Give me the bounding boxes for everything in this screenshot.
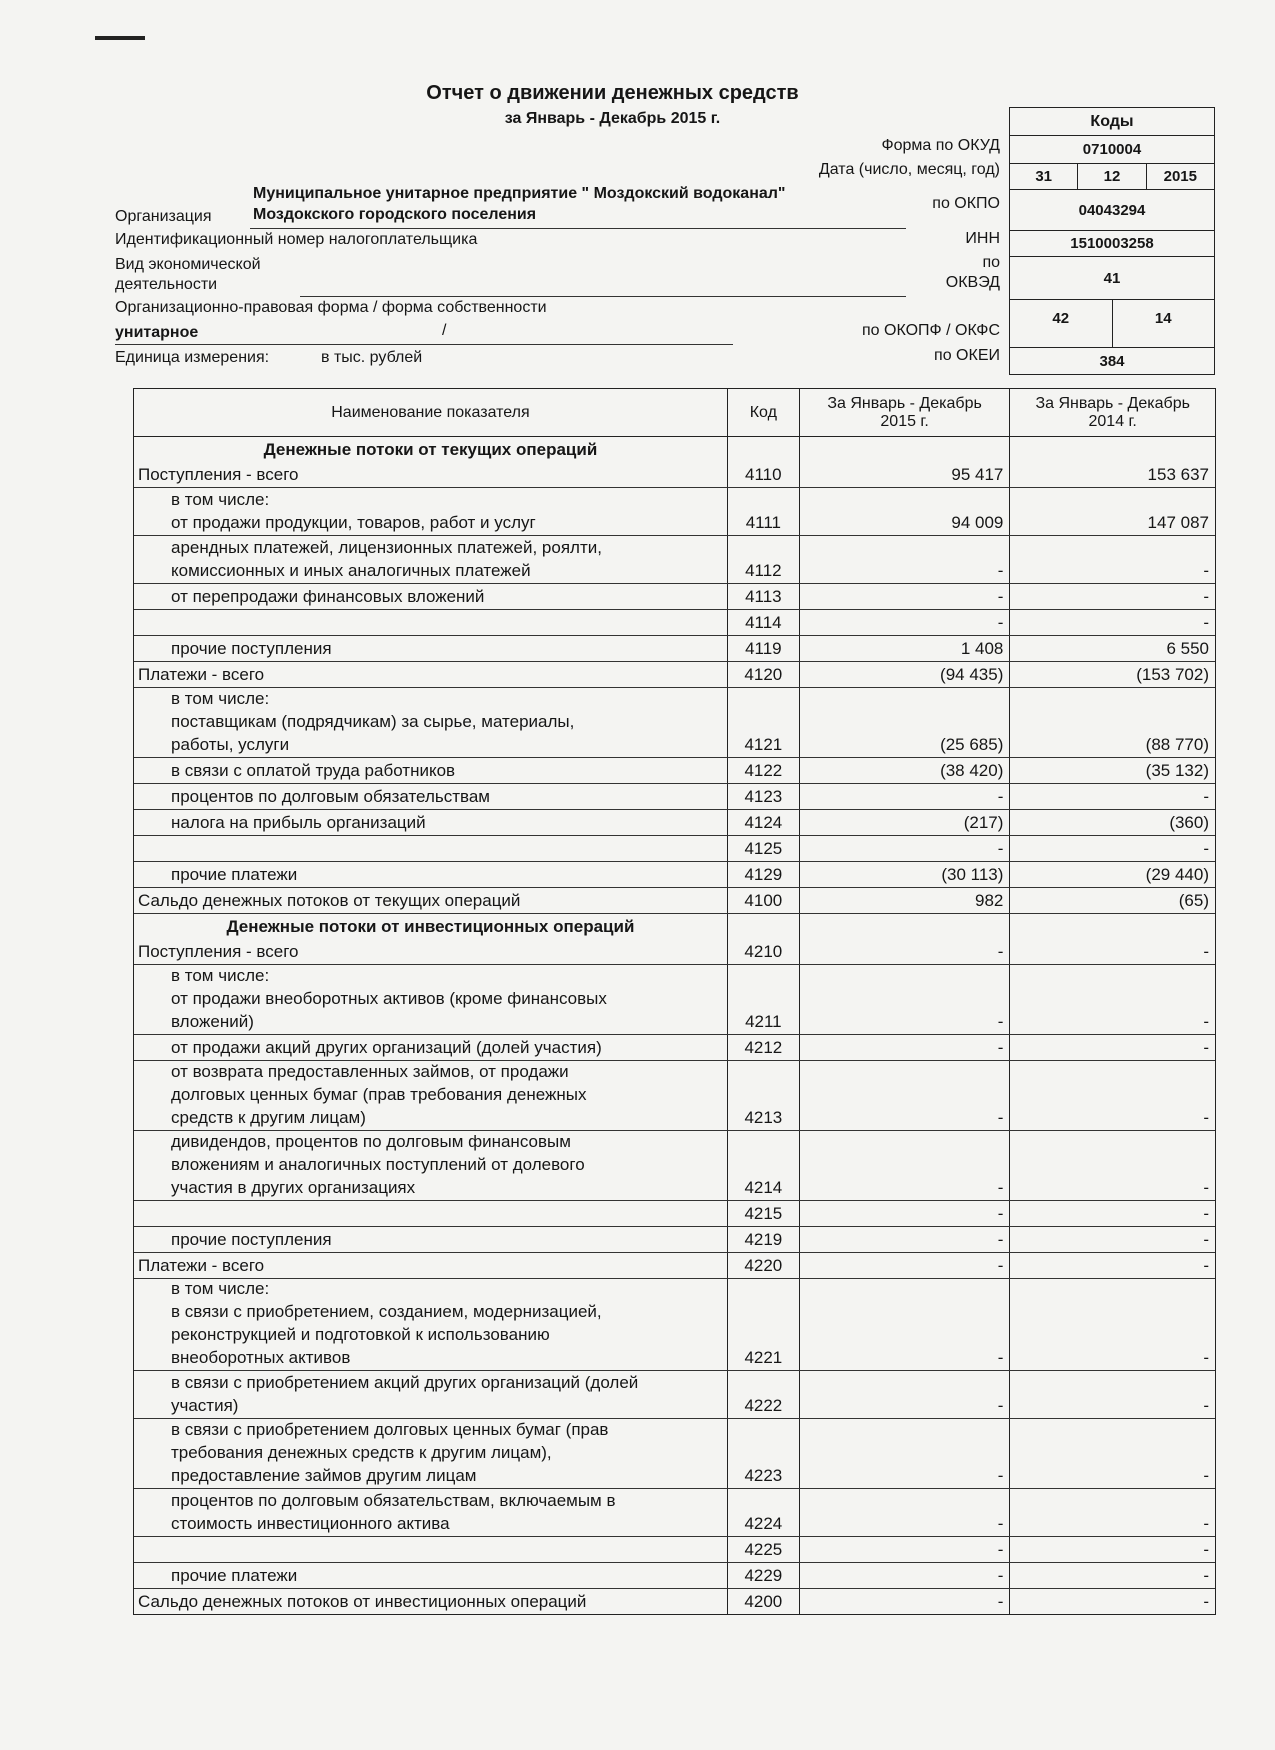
row-value-2014: - bbox=[1009, 939, 1215, 964]
table-row bbox=[134, 1227, 1215, 1253]
row-value-2014: - bbox=[1009, 1419, 1215, 1488]
row-name: дивидендов, процентов по долговым финансовым вложениям и аналогичных поступлений от долевого участия в других организациях bbox=[171, 1132, 585, 1197]
row-value-2015: - bbox=[799, 1489, 1010, 1536]
row-value-2015: - bbox=[799, 584, 1010, 609]
row-value-2014: (65) bbox=[1009, 888, 1215, 913]
table-row bbox=[134, 688, 1215, 758]
table-row bbox=[134, 584, 1215, 610]
row-value-2014: 153 637 bbox=[1009, 462, 1215, 487]
row-value-2014: - bbox=[1009, 1279, 1215, 1370]
legal-form-label: Организационно-правовая форма / форма собственности bbox=[115, 299, 547, 316]
row-value-2014: - bbox=[1009, 1537, 1215, 1562]
table-row bbox=[134, 1279, 1215, 1371]
row-value-2015: - bbox=[799, 1253, 1010, 1278]
row-value-2015: - bbox=[799, 1419, 1010, 1488]
okpo-value: 04043294 bbox=[1078, 201, 1146, 219]
row-name: прочие платежи bbox=[171, 865, 298, 884]
row-name: в том числе: от продажи продукции, товаров, работ и услуг bbox=[171, 490, 536, 532]
legal-form-separator: / bbox=[442, 322, 447, 339]
row-name: арендных платежей, лицензионных платежей, роялти, комиссионных и иных аналогичных платежей bbox=[171, 538, 602, 580]
row-code: 4120 bbox=[727, 662, 799, 687]
row-value-2014: - bbox=[1009, 610, 1215, 635]
row-code: 4110 bbox=[727, 462, 799, 487]
row-value-2015: - bbox=[799, 1035, 1010, 1060]
row-code: 4212 bbox=[727, 1035, 799, 1060]
row-code: 4119 bbox=[727, 636, 799, 661]
row-name bbox=[134, 610, 727, 635]
row-code: 4225 bbox=[727, 1537, 799, 1562]
row-code: 4100 bbox=[727, 888, 799, 913]
row-value-2014: - bbox=[1009, 1489, 1215, 1536]
row-code: 4113 bbox=[727, 584, 799, 609]
row-name: Сальдо денежных потоков от инвестиционных операций bbox=[138, 1592, 587, 1611]
section-header-row bbox=[134, 437, 1215, 462]
row-code: 4123 bbox=[727, 784, 799, 809]
header-name: Наименование показателя bbox=[331, 403, 530, 421]
row-value-2015 bbox=[799, 437, 1010, 462]
legal-form-value: унитарное bbox=[115, 324, 199, 341]
okved-label-2: ОКВЭД bbox=[945, 274, 1000, 291]
row-code: 4229 bbox=[727, 1563, 799, 1588]
row-value-2015: - bbox=[799, 1061, 1010, 1130]
table-row bbox=[134, 862, 1215, 888]
row-value-2015: - bbox=[799, 1227, 1010, 1252]
table-row bbox=[134, 965, 1215, 1035]
row-value-2014: - bbox=[1009, 1131, 1215, 1200]
table-row bbox=[134, 836, 1215, 862]
row-value-2014: 6 550 bbox=[1009, 636, 1215, 661]
table-row bbox=[134, 1371, 1215, 1419]
row-value-2015: - bbox=[799, 965, 1010, 1034]
row-value-2014: (35 132) bbox=[1009, 758, 1215, 783]
row-value-2015: - bbox=[799, 1589, 1010, 1614]
row-value-2014: - bbox=[1009, 1035, 1215, 1060]
row-name: в связи с приобретением долговых ценных бумаг (прав требования денежных средств к другим лицам), предоставление займов другим лицам bbox=[171, 1420, 609, 1485]
row-value-2015: - bbox=[799, 1201, 1010, 1226]
row-value-2014: - bbox=[1009, 836, 1215, 861]
row-name: Платежи - всего bbox=[138, 1256, 265, 1275]
okud-label: Форма по ОКУД bbox=[881, 137, 1000, 154]
header-code: Код bbox=[727, 389, 799, 436]
row-value-2014: - bbox=[1009, 1253, 1215, 1278]
row-value-2015: (217) bbox=[799, 810, 1010, 835]
row-name: прочие поступления bbox=[171, 1230, 332, 1249]
row-value-2015: - bbox=[799, 1563, 1010, 1588]
okud-row bbox=[1010, 136, 1214, 164]
table-row bbox=[134, 758, 1215, 784]
table-row bbox=[134, 1201, 1215, 1227]
activity-label-1: Вид экономической bbox=[115, 256, 261, 273]
row-value-2015: 982 bbox=[799, 888, 1010, 913]
row-code: 4124 bbox=[727, 810, 799, 835]
report-title: Отчет о движении денежных средств bbox=[426, 82, 799, 104]
row-value-2014: (29 440) bbox=[1009, 862, 1215, 887]
table-row bbox=[134, 1131, 1215, 1201]
inn-code-label: ИНН bbox=[965, 230, 1000, 247]
row-code: 4219 bbox=[727, 1227, 799, 1252]
legal-form-underline bbox=[115, 344, 733, 345]
date-row bbox=[1010, 164, 1214, 190]
row-name: Платежи - всего bbox=[138, 665, 265, 684]
table-row bbox=[134, 488, 1215, 536]
row-value-2014: - bbox=[1009, 1061, 1215, 1130]
unit-label: Единица измерения: bbox=[115, 349, 270, 366]
row-code: 4114 bbox=[727, 610, 799, 635]
table-header bbox=[134, 389, 1215, 437]
row-name: в том числе: поставщикам (подрядчикам) за сырье, материалы, работы, услуги bbox=[171, 689, 575, 754]
okved-row bbox=[1010, 257, 1214, 300]
row-name: в том числе: в связи с приобретением, созданием, модернизацией, реконструкцией и подготовкой к использованию внеоборотных активов bbox=[171, 1279, 602, 1367]
okopf-label: по ОКОПФ / ОКФС bbox=[862, 322, 1000, 339]
okpo-row bbox=[1010, 190, 1214, 231]
row-code: 4211 bbox=[727, 965, 799, 1034]
row-name: Поступления - всего bbox=[138, 465, 299, 484]
table-row bbox=[134, 1489, 1215, 1537]
row-value-2015: - bbox=[799, 536, 1010, 583]
date-day: 31 bbox=[1035, 168, 1052, 185]
row-name: налога на прибыль организаций bbox=[171, 813, 426, 832]
row-value-2015: (38 420) bbox=[799, 758, 1010, 783]
row-code: 4213 bbox=[727, 1061, 799, 1130]
org-label: Организация bbox=[115, 208, 212, 225]
section-header-row bbox=[134, 914, 1215, 939]
date-month: 12 bbox=[1077, 164, 1145, 189]
row-code bbox=[727, 914, 799, 939]
table-row bbox=[134, 784, 1215, 810]
row-name: в связи с оплатой труда работников bbox=[171, 761, 456, 780]
okei-label: по ОКЕИ bbox=[934, 347, 1000, 364]
okved-value: 41 bbox=[1103, 269, 1121, 287]
org-underline bbox=[250, 228, 906, 229]
okei-row bbox=[1010, 348, 1214, 374]
row-code: 4222 bbox=[727, 1371, 799, 1418]
row-code: 4121 bbox=[727, 688, 799, 757]
row-name bbox=[134, 836, 727, 861]
row-value-2015: (25 685) bbox=[799, 688, 1010, 757]
row-name: в связи с приобретением акций других организаций (долей участия) bbox=[171, 1373, 639, 1415]
row-name: от возврата предоставленных займов, от продажи долговых ценных бумаг (прав требования денежных средств к другим лицам) bbox=[171, 1062, 587, 1127]
okud-value: 0710004 bbox=[1082, 141, 1142, 158]
row-value-2015: - bbox=[799, 1131, 1010, 1200]
row-name: в том числе: от продажи внеоборотных активов (кроме финансовых вложений) bbox=[171, 966, 607, 1031]
row-value-2014: 147 087 bbox=[1009, 488, 1215, 535]
date-year: 2015 bbox=[1146, 164, 1214, 189]
header-2014: За Январь - Декабрь 2014 г. bbox=[1009, 389, 1215, 436]
codes-header: Коды bbox=[1010, 108, 1214, 136]
okei-value: 384 bbox=[1099, 352, 1125, 370]
row-value-2015 bbox=[799, 914, 1010, 939]
table-row bbox=[134, 462, 1215, 488]
unit-value: в тыс. рублей bbox=[321, 349, 423, 366]
row-code: 4122 bbox=[727, 758, 799, 783]
table-row bbox=[134, 636, 1215, 662]
row-code: 4111 bbox=[727, 488, 799, 535]
row-value-2015: - bbox=[799, 1537, 1010, 1562]
report-period: за Январь - Декабрь 2015 г. bbox=[504, 110, 721, 127]
row-value-2015: 95 417 bbox=[799, 462, 1010, 487]
row-value-2015: - bbox=[799, 784, 1010, 809]
row-value-2014: - bbox=[1009, 584, 1215, 609]
row-code: 4210 bbox=[727, 939, 799, 964]
row-name: Денежные потоки от инвестиционных операций bbox=[226, 917, 635, 936]
row-value-2014: (88 770) bbox=[1009, 688, 1215, 757]
table-body bbox=[134, 437, 1215, 1614]
row-value-2014: (360) bbox=[1009, 810, 1215, 835]
okopf-value: 42 bbox=[1052, 310, 1070, 327]
row-value-2015: (30 113) bbox=[799, 862, 1010, 887]
row-value-2015: (94 435) bbox=[799, 662, 1010, 687]
row-name: от продажи акций других организаций (долей участия) bbox=[171, 1038, 602, 1057]
row-code bbox=[727, 437, 799, 462]
table-row bbox=[134, 1253, 1215, 1279]
row-value-2015: 94 009 bbox=[799, 488, 1010, 535]
row-value-2015: - bbox=[799, 939, 1010, 964]
row-value-2014: - bbox=[1009, 536, 1215, 583]
table-row bbox=[134, 610, 1215, 636]
row-value-2014 bbox=[1009, 437, 1215, 462]
row-code: 4224 bbox=[727, 1489, 799, 1536]
table-row bbox=[134, 1419, 1215, 1489]
cash-flow-table bbox=[133, 388, 1216, 1615]
row-name: Поступления - всего bbox=[138, 942, 299, 961]
row-value-2015: - bbox=[799, 610, 1010, 635]
row-code: 4221 bbox=[727, 1279, 799, 1370]
activity-label-2: деятельности bbox=[115, 276, 218, 293]
corner-dash-mark bbox=[95, 36, 145, 40]
table-row bbox=[134, 1563, 1215, 1589]
row-name bbox=[134, 1201, 727, 1226]
row-name: прочие поступления bbox=[171, 639, 332, 658]
inn-value: 1510003258 bbox=[1070, 235, 1154, 252]
row-value-2014: - bbox=[1009, 965, 1215, 1034]
row-name: Сальдо денежных потоков от текущих операций bbox=[138, 891, 521, 910]
okpo-label: по ОКПО bbox=[932, 195, 1000, 212]
row-value-2014: - bbox=[1009, 1201, 1215, 1226]
table-row bbox=[134, 1035, 1215, 1061]
table-row bbox=[134, 888, 1215, 914]
row-name: от перепродажи финансовых вложений bbox=[171, 587, 485, 606]
date-label: Дата (число, месяц, год) bbox=[818, 161, 1000, 178]
row-value-2014: - bbox=[1009, 1589, 1215, 1614]
row-value-2014: (153 702) bbox=[1009, 662, 1215, 687]
row-value-2014 bbox=[1009, 914, 1215, 939]
table-row bbox=[134, 662, 1215, 688]
row-code: 4200 bbox=[727, 1589, 799, 1614]
row-name bbox=[134, 1537, 727, 1562]
row-value-2014: - bbox=[1009, 1563, 1215, 1588]
row-name: прочие платежи bbox=[171, 1566, 298, 1585]
codes-box bbox=[1009, 107, 1215, 375]
okfs-value: 14 bbox=[1112, 300, 1215, 347]
row-code: 4220 bbox=[727, 1253, 799, 1278]
org-name-line-1: Муниципальное унитарное предприятие " Моздокский водоканал" bbox=[253, 185, 786, 202]
org-name-line-2: Моздокского городского поселения bbox=[253, 206, 537, 223]
inn-row bbox=[1010, 231, 1214, 257]
table-row bbox=[134, 810, 1215, 836]
table-row bbox=[134, 536, 1215, 584]
row-value-2015: - bbox=[799, 1279, 1010, 1370]
okved-label-1: по bbox=[982, 254, 1000, 271]
row-name: процентов по долговым обязательствам, включаемым в стоимость инвестиционного актива bbox=[171, 1491, 616, 1533]
row-name: процентов по долговым обязательствам bbox=[171, 787, 490, 806]
row-value-2015: 1 408 bbox=[799, 636, 1010, 661]
table-row bbox=[134, 939, 1215, 965]
inn-label: Идентификационный номер налогоплательщика bbox=[115, 231, 478, 248]
row-value-2014: - bbox=[1009, 1371, 1215, 1418]
row-code: 4223 bbox=[727, 1419, 799, 1488]
table-row bbox=[134, 1537, 1215, 1563]
okopf-row bbox=[1010, 300, 1214, 348]
row-value-2015: - bbox=[799, 1371, 1010, 1418]
row-name: Денежные потоки от текущих операций bbox=[263, 440, 598, 459]
row-code: 4129 bbox=[727, 862, 799, 887]
row-code: 4215 bbox=[727, 1201, 799, 1226]
table-row bbox=[134, 1589, 1215, 1614]
row-value-2014: - bbox=[1009, 784, 1215, 809]
row-value-2015: - bbox=[799, 836, 1010, 861]
header-2015: За Январь - Декабрь 2015 г. bbox=[799, 389, 1010, 436]
table-row bbox=[134, 1061, 1215, 1131]
activity-underline bbox=[300, 296, 906, 297]
row-code: 4112 bbox=[727, 536, 799, 583]
row-value-2014: - bbox=[1009, 1227, 1215, 1252]
row-code: 4125 bbox=[727, 836, 799, 861]
row-code: 4214 bbox=[727, 1131, 799, 1200]
